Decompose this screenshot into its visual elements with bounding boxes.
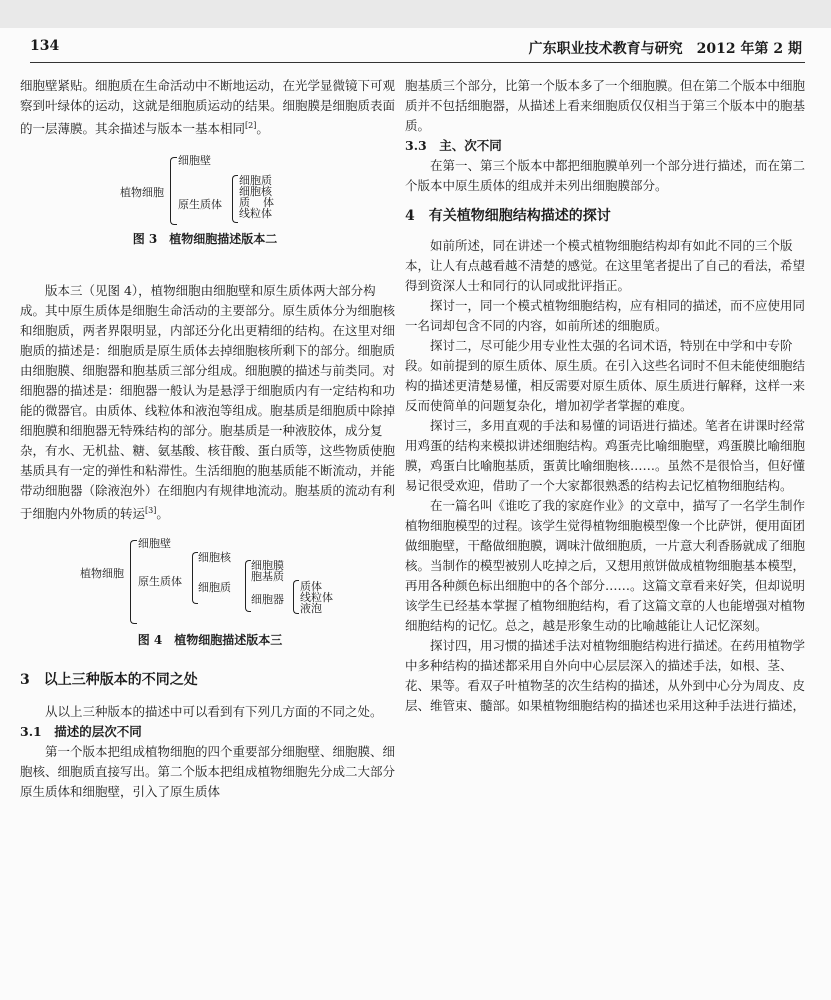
fig4-protoplast: 原生质体 [138,575,182,589]
paragraph: 胞基质三个部分，比第一个版本多了一个细胞膜。但在第二个版本中细胞质并不包括细胞器，从描述上看来细胞质仅仅相当于第三个版本中的胞基质。 [405,78,806,133]
fig3-item: 质 [239,196,250,210]
brace [170,157,177,225]
left-column [20,76,400,802]
fig3-wall: 细胞壁 [178,154,211,168]
paragraph-text: 版本三（见图 4），植物细胞由细胞壁和原生质体两大部分构成。其中原生质体是细胞生命活动的主要部分。原生质体分为细胞核和细胞质，两者界限明显，内部还分化出更精细的结构。在这里对细胞质的描述是：细胞质是原生质体去掉细胞核所剩下的部分。细胞质由细胞膜、细胞器和胞基质三部分组成。细胞膜的描述与前类同。对细胞器的描述是：细胞器一般认为是悬浮于细胞质内有一定结构和功能的微器官。由质体、线粒体和液泡等组成。胞基质是细胞质中除掉细胞膜和细胞器无特殊结构的部分。胞基质是一种液胶体，成分复杂，有水、无机盐、糖、氨基酸、核苷酸、蛋白质等，这些物质使胞基质具有一定的弹性和粘滞性。生活细胞的胞基质能不断流动，并能带动细胞器（除液泡外）在细胞内有规律地流动。胞基质的流动有利于细胞内外物质的转运 [20,283,396,522]
figure-3 [20,139,400,251]
paragraph: 从以上三种版本的描述中可以看到有下列几方面的不同之处。 [45,704,383,720]
paragraph: 探讨二，尽可能少用专业性太强的名词术语，特别在中学和中专阶段。如前提到的原生质体、原生质。在引入这些名词时不但未能使细胞结构的描述更清楚易懂，相反需要对原生质体、原生质进行解释，这样一来反而使简单的问题复杂化，增加初学者掌握的难度。 [405,338,806,413]
fig4-cytoplasm: 细胞质 [198,581,231,595]
paragraph [20,281,400,524]
brace [130,540,137,624]
section-heading: 3 以上三种版本的不同之处 [20,672,198,689]
subsection-heading: 3.3 主、次不同 [405,138,502,153]
fig4-plastid: 质体 [300,580,322,594]
figure-4 [20,534,400,652]
figure-caption: 图 4 植物细胞描述版本三 [137,633,283,648]
viewer-top-bar [0,0,831,28]
page-header [30,38,802,62]
fig4-vacuole: 液泡 [300,602,322,616]
fig3-protoplast: 原生质体 [178,198,222,212]
fig4-nucleus: 细胞核 [198,551,231,565]
figure-caption: 图 3 植物细胞描述版本二 [132,232,278,247]
paragraph: 第一个版本把组成植物细胞的四个重要部分细胞壁、细胞膜、细胞核、细胞质直接写出。第二个版本把组成植物细胞先分成二大部分原生质体和细胞壁，引入了原生质体 [20,744,396,800]
paragraph-end: 。 [256,121,269,137]
paragraph: 探讨四，用习惯的描述手法对植物细胞结构进行描述。在药用植物学中多种结构的描述都采用自外向中心层层深入的描述手法，如根、茎、花、果等。看双子叶植物茎的次生结构的描述，从外到中心分为周皮、皮层、维管束、髓部。如果植物细胞结构的描述也采用这种手法进行描述， [405,638,806,713]
header-rule [30,62,805,63]
fig3-item: 细胞质 [239,174,272,188]
right-column [405,76,805,716]
page-number: 134 [30,38,60,54]
paragraph-text: 细胞壁紧贴。细胞质在生命活动中不断地运动，在光学显微镜下可观察到叶绿体的运动，这就是细胞质运动的结果。细胞膜是细胞质表面的一层薄膜。其余描述与版本一基本相同 [20,78,396,137]
fig4-wall: 细胞壁 [138,537,171,551]
citation: [3] [145,506,157,516]
fig4-root: 植物细胞 [80,567,124,581]
fig4-organelle: 细胞器 [251,593,284,607]
fig3-item: 线粒体 [239,207,272,221]
fig3-item: 细胞核 [239,185,272,199]
citation: [2] [245,121,257,130]
section-heading: 4 有关植物细胞结构描述的探讨 [405,208,611,224]
fig4-matrix: 胞基质 [251,570,284,584]
journal-title: 广东职业技术教育与研究 2012 年第 2 期 [528,41,802,57]
brace [293,580,299,614]
brace [232,175,238,223]
fig4-mito: 线粒体 [300,591,333,605]
paragraph-end: 。 [156,506,169,522]
subsection-heading: 3.1 描述的层次不同 [20,724,142,740]
paragraph: 如前所述，同在讲述一个模式植物细胞结构却有如此不同的三个版本，让人有点越看越不清楚的感觉。在这里笔者提出了自己的看法，希望得到资深人士和同行的认同或批评指正。 [405,238,806,293]
paragraph: 在一篇名叫《谁吃了我的家庭作业》的文章中，描写了一名学生制作植物细胞模型的过程。该学生觉得植物细胞模型像一个比萨饼，便用面团做细胞壁，干酪做细胞膜，调味汁做细胞质，一片意大利香肠就成了细胞核。当制作的模型被别人吃掉之后，又想用煎饼做成植物细胞基本模型，再用各种颜色标出细胞中的各个部分……。这篇文章看来好笑，但却说明该学生已经基本掌握了植物细胞结构，看了这篇文章的人也能增强对植物细胞结构的记忆。总之，越是形象生动的比喻越能让人记忆深刻。 [405,498,806,633]
paragraph: 探讨三，多用直观的手法和易懂的词语进行描述。笔者在讲课时经常用鸡蛋的结构来模拟讲述细胞结构。鸡蛋壳比喻细胞壁，鸡蛋膜比喻细胞膜，鸡蛋白比喻胞基质，蛋黄比喻细胞核……。虽然不是很恰当，但好懂易记很受欢迎，借助了一个大家都很熟悉的结构去记忆植物细胞结构。 [405,418,806,493]
fig3-root: 植物细胞 [120,186,164,200]
fig3-item: 体 [263,196,274,210]
paragraph: 探讨一，同一个模式植物细胞结构，应有相同的描述，而不应使用同一名词却包含不同的内容，如前所述的细胞质。 [405,298,806,333]
paragraph [20,76,400,139]
paragraph: 在第一、第三个版本中都把细胞膜单列一个部分进行描述，而在第二个版本中原生质体的组成并未列出细胞膜部分。 [405,158,806,193]
fig4-membrane: 细胞膜 [251,559,284,573]
